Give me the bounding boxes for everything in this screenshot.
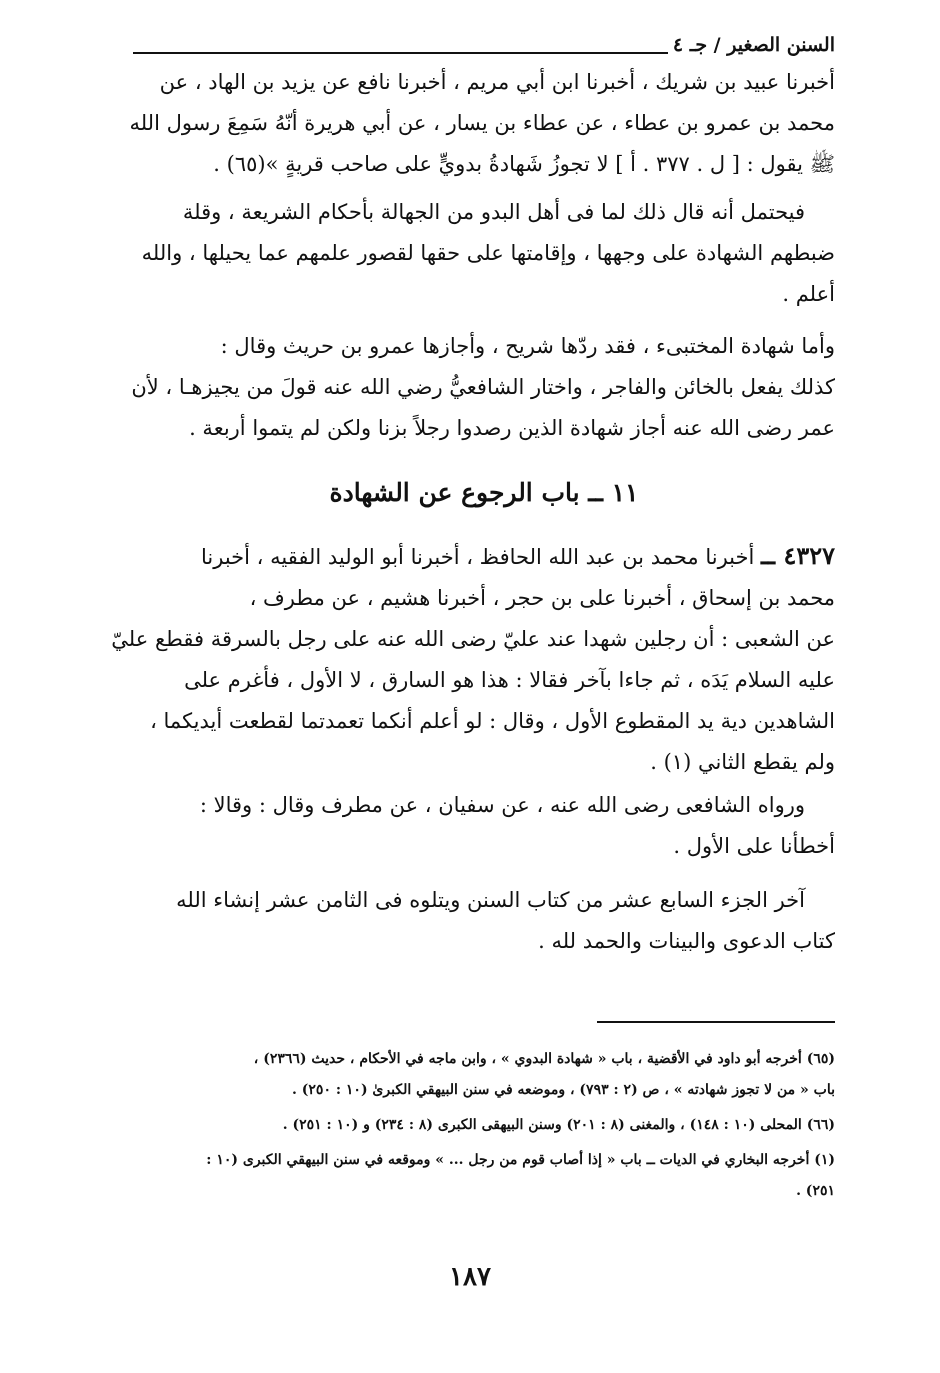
paragraph-end-of-part [133, 880, 835, 962]
text-line: ولم يقطع الثاني (١) . [650, 750, 835, 774]
footnote-line: باب « من لا تجوز شهادته » ، ص (٢ : ٧٩٣) ، وموضعه في سنن البيهقي الكبرىٰ (١٠ : ٢٥٠) . [292, 1082, 835, 1098]
paragraph-hadith-65 [129, 62, 835, 185]
footnote-line: (٦٥) أخرجه أبو داود في الأقضية ، باب « شهادة البدوي » ، وابن ماجه في الأحكام ، حديث (٢٣٦٦) ، [253, 1051, 835, 1067]
text-line: فيحتمل أنه قال ذلك لما فى أهل البدو من الجهالة بأحكام الشريعة ، وقلة [182, 200, 805, 224]
text-line [133, 535, 835, 578]
text-line: محمد بن إسحاق ، أخبرنا على بن حجر ، أخبرنا هشيم ، عن مطرف ، [249, 586, 835, 610]
text-line: أعلم . [782, 282, 835, 306]
footnote-line: (١) أخرجه البخاري في الديات ــ باب « إذا أصاب قوم من رجل ... » وموقعه في سنن البيهقي الكبرى (١٠ : [206, 1152, 835, 1168]
paragraph-hadith-4327 [111, 535, 835, 783]
text-line: وأما شهادة المختبىء ، فقد ردّها شريح ، وأجازها عمرو بن حريث وقال : [220, 334, 835, 358]
hadith-number: ٤٣٢٧ ــ [761, 541, 835, 570]
text-line: محمد بن عمرو بن عطاء ، عن عطاء بن يسار ، عن أبي هريرة أنّهُ سَمِعَ رسول الله [129, 111, 835, 135]
text-line-rest: أخبرنا محمد بن عبد الله الحافظ ، أخبرنا أبو الوليد الفقيه ، أخبرنا [200, 545, 755, 569]
footnote-line: ٢٥١) . [796, 1183, 835, 1199]
text-line: آخر الجزء السابع عشر من كتاب السنن ويتلوه فى الثامن عشر إنشاء الله [176, 888, 805, 912]
text-line: ورواه الشافعى رضى الله عنه ، عن سفيان ، عن مطرف وقال : وقالا : [199, 793, 805, 817]
running-header [133, 34, 835, 62]
page-number: ١٨٧ [449, 1262, 491, 1292]
running-head-title: السنن الصغير / جـ ٤ [672, 34, 835, 56]
paragraph-hidden-witness [133, 326, 835, 449]
text-line: ضبطهم الشهادة على وجهها ، وإقامتها على حقها لقصور علمهم عما يحيلها ، والله [141, 241, 835, 265]
paragraph-commentary-bedouin [133, 192, 835, 315]
text-line: كتاب الدعوى والبينات والحمد لله . [538, 929, 835, 953]
paragraph-shafii-narration [133, 785, 835, 867]
text-line: عمر رضى الله عنه أجاز شهادة الذين رصدوا رجلاً بزنا ولكن لم يتموا أربعة . [189, 416, 835, 440]
text-line: عليه السلام يَدَه ، ثم جاءا بآخر فقالا : هذا هو السارق ، لا الأول ، فأغرم على [184, 668, 835, 692]
text-line: الشاهدين دية يد المقطوع الأول ، وقال : لو أعلم أنكما تعمدتما لقطعت أيديكما ، [150, 709, 835, 733]
footnote-66 [133, 1110, 835, 1141]
text-line: أخبرنا عبيد بن شريك ، أخبرنا ابن أبي مريم ، أخبرنا نافع عن يزيد بن الهاد ، عن [159, 70, 835, 94]
footnote-line: (٦٦) المحلى (١٠ : ١٤٨) ، والمغنى (٨ : ٢٠١) وسنن البيهقى الكبرى (٨ : ٢٣٤) و (١٠ : ٢٥١) . [282, 1117, 835, 1133]
text-line: أخطأنا على الأول . [673, 834, 835, 858]
footnotes [133, 1044, 835, 1207]
header-rule [133, 52, 668, 54]
footnote-65 [133, 1044, 835, 1106]
text-line: كذلك يفعل بالخائن والفاجر ، واختار الشافعيُّ رضي الله عنه قولَ من يجيزهـا ، لأن [131, 375, 835, 399]
chapter-heading: ١١ ــ باب الرجوع عن الشهادة [329, 478, 639, 507]
text-line: ﷺ يقول : [ ل . ٣٧٧ . أ ] لا تجوزُ شَهادةُ بدويٍّ على صاحب قريةٍ »(٦٥) . [213, 152, 835, 176]
footnote-separator [597, 1021, 835, 1023]
text-line: عن الشعبى : أن رجلين شهدا عند عليّ رضى الله عنه على رجل بالسرقة فقطع عليّ [111, 627, 835, 651]
footnote-1 [133, 1145, 835, 1207]
